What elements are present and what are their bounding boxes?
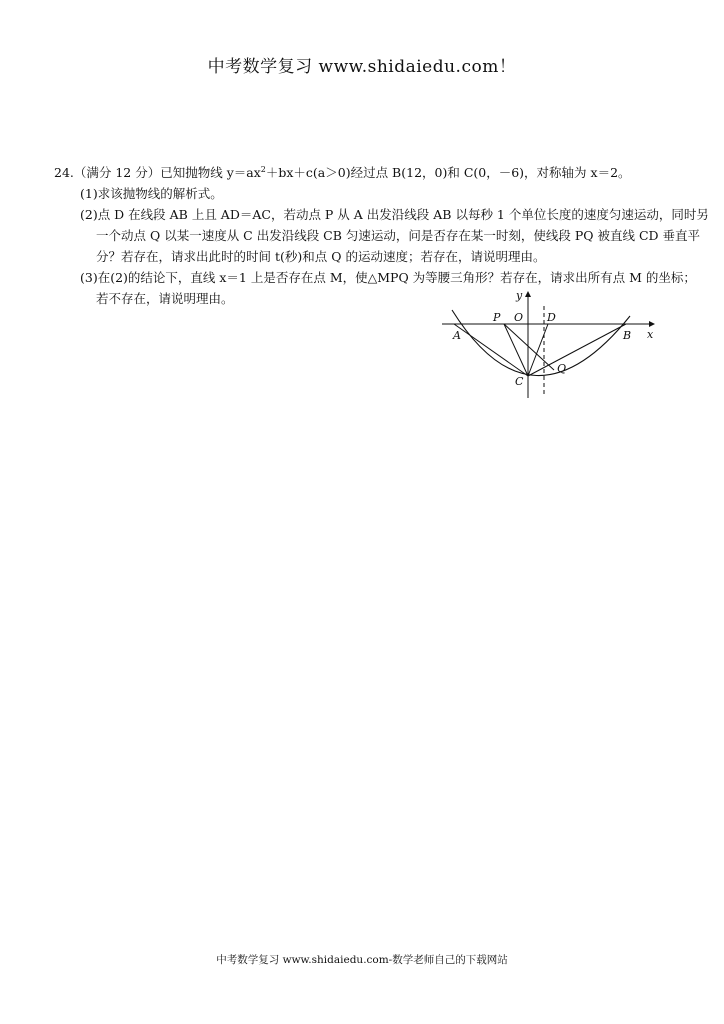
parabola-figure: [440, 288, 660, 398]
statement-exponent: 2: [260, 164, 266, 174]
label-x: x: [647, 328, 654, 341]
statement-pre: 24.（满分 12 分）已知抛物线 y＝ax: [54, 165, 261, 180]
part-3-line-2: 若不存在，请说明理由。: [96, 291, 234, 306]
segment-PQ: [504, 324, 554, 370]
segment-CD: [528, 324, 548, 376]
segment-AC: [454, 324, 528, 376]
label-C: C: [515, 375, 524, 388]
problem-24: [54, 162, 709, 309]
label-Q: Q: [557, 362, 567, 375]
label-D: D: [547, 311, 556, 324]
page-footer: 中考数学复习 www.shidaiedu.com-数学老师自己的下载网站: [216, 954, 508, 966]
page-header: 中考数学复习 www.shidaiedu.com！: [207, 57, 517, 77]
segment-CB: [528, 324, 626, 376]
part-3-line-1: (3)在(2)的结论下，直线 x＝1 上是否存在点 M，使△MPQ 为等腰三角形？若存在，请求出所有点 M 的坐标；: [80, 270, 696, 285]
label-y: y: [516, 289, 523, 302]
problem-statement: [54, 162, 694, 183]
part-1: (1)求该抛物线的解析式。: [80, 186, 223, 201]
label-P: P: [493, 311, 501, 324]
parabola-diagram: [440, 288, 660, 398]
label-B: B: [623, 329, 632, 342]
statement-post: ＋bx＋c(a＞0)经过点 B(12，0)和 C(0，－6)，对称轴为 x＝2。: [265, 165, 631, 180]
part-2-line-2: 一个动点 Q 以某一速度从 C 出发沿线段 CB 匀速运动，问是否存在某一时刻，使线段 PQ 被直线 CD 垂直平: [96, 228, 701, 243]
label-O: O: [514, 311, 524, 324]
part-2-line-1: (2)点 D 在线段 AB 上且 AD＝AC，若动点 P 从 A 出发沿线段 AB 以每秒 1 个单位长度的速度匀速运动，同时另: [80, 207, 709, 222]
label-A: A: [453, 329, 461, 342]
part-2-line-3: 分？若存在，请求出此时的时间 t(秒)和点 Q 的运动速度；若存在，请说明理由。: [96, 249, 546, 264]
